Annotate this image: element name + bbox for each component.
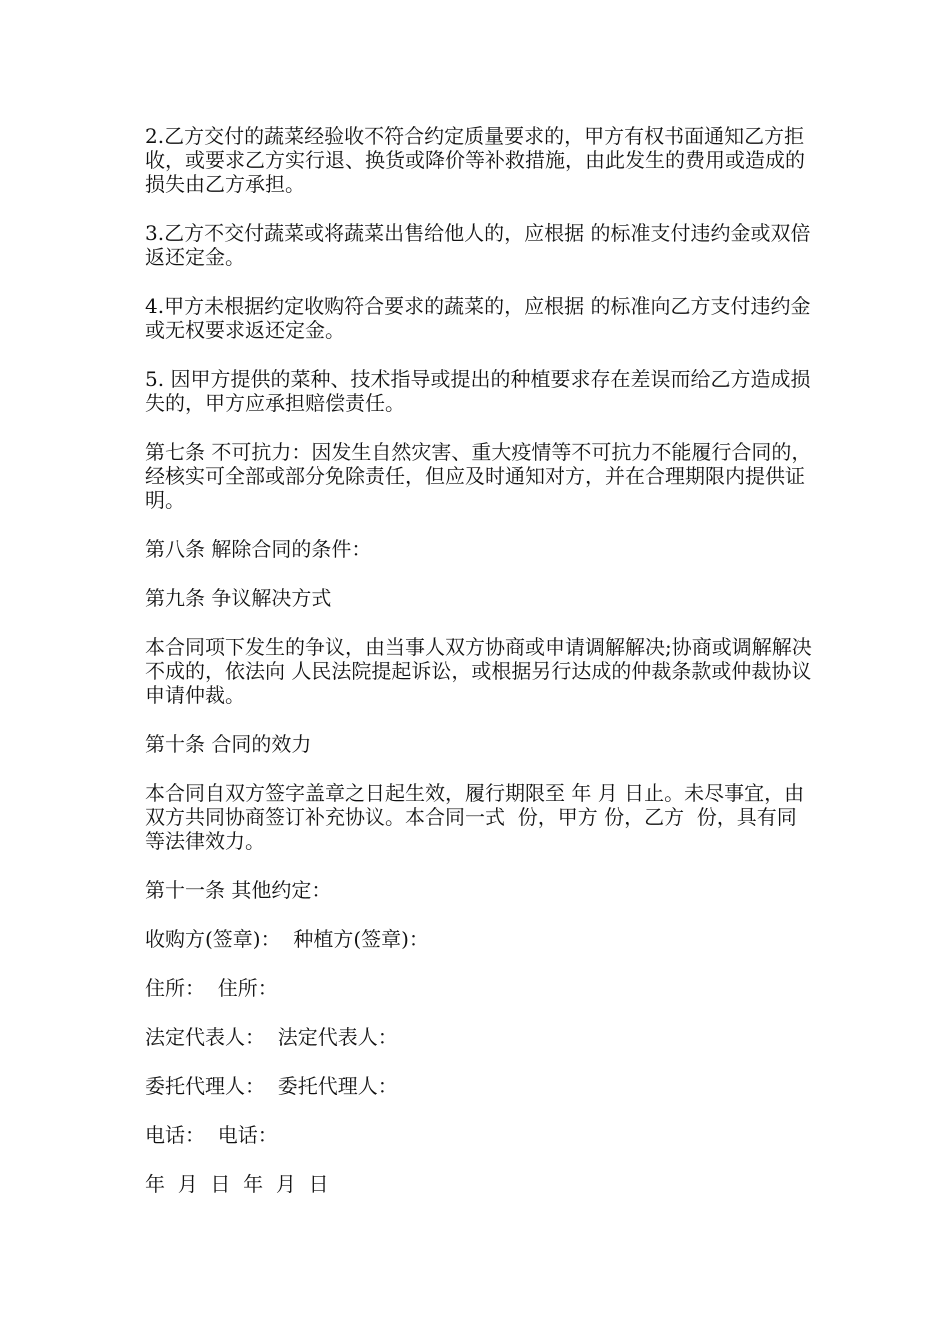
article-9-dispute-text: 本合同项下发生的争议，由当事人双方协商或申请调解解决;协商或调解解决不成的，依法向 人民法院提起诉讼，或根据另行达成的仲裁条款或仲裁协议申请仲裁。 [145,635,812,707]
article-10-validity-heading: 第十条 合同的效力 [145,732,312,756]
document-page [145,124,813,1221]
article-10-validity-text: 本合同自双方签字盖章之日起生效，履行期限至 年 月 日止。未尽事宜，由双方共同协商签订补充协议。本合同一式 份，甲方 份，乙方 份，具有同等法律效力。 [145,781,805,853]
clause-2-quality-rejection: 2.乙方交付的蔬菜经验收不符合约定质量要求的，甲方有权书面通知乙方拒收，或要求乙方实行退、换货或降价等补救措施，由此发生的费用或造成的损失由乙方承担。 [145,124,805,196]
article-8-termination-heading: 第八条 解除合同的条件： [145,537,372,561]
signature-parties-line: 收购方(签章)： 种植方(签章)： [145,927,429,951]
article-7-force-majeure: 第七条 不可抗力：因发生自然灾害、重大疫情等不可抗力不能履行合同的，经核实可全部或部分免除责任，但应及时通知对方，并在合理期限内提供证明。 [145,440,812,512]
clause-5-seed-error-liability: 5. 因甲方提供的菜种、技术指导或提出的种植要求存在差误而给乙方造成损失的，甲方应承担赔偿责任。 [145,367,811,415]
legal-rep-line: 法定代表人： 法定代表人： [145,1025,398,1049]
clause-3-seller-breach: 3.乙方不交付蔬菜或将蔬菜出售给他人的，应根据 的标准支付违约金或双倍返还定金。 [145,221,811,269]
article-9-dispute-heading: 第九条 争议解决方式 [145,586,332,610]
phone-line: 电话： 电话： [145,1123,278,1147]
date-line: 年 月 日 年 月 日 [145,1172,329,1196]
clause-4-buyer-breach: 4.甲方未根据约定收购符合要求的蔬菜的，应根据 的标准向乙方支付违约金或无权要求返还定金。 [145,294,811,342]
article-11-other-heading: 第十一条 其他约定： [145,878,332,902]
address-line: 住所： 住所： [145,976,278,1000]
agent-line: 委托代理人： 委托代理人： [145,1074,398,1098]
